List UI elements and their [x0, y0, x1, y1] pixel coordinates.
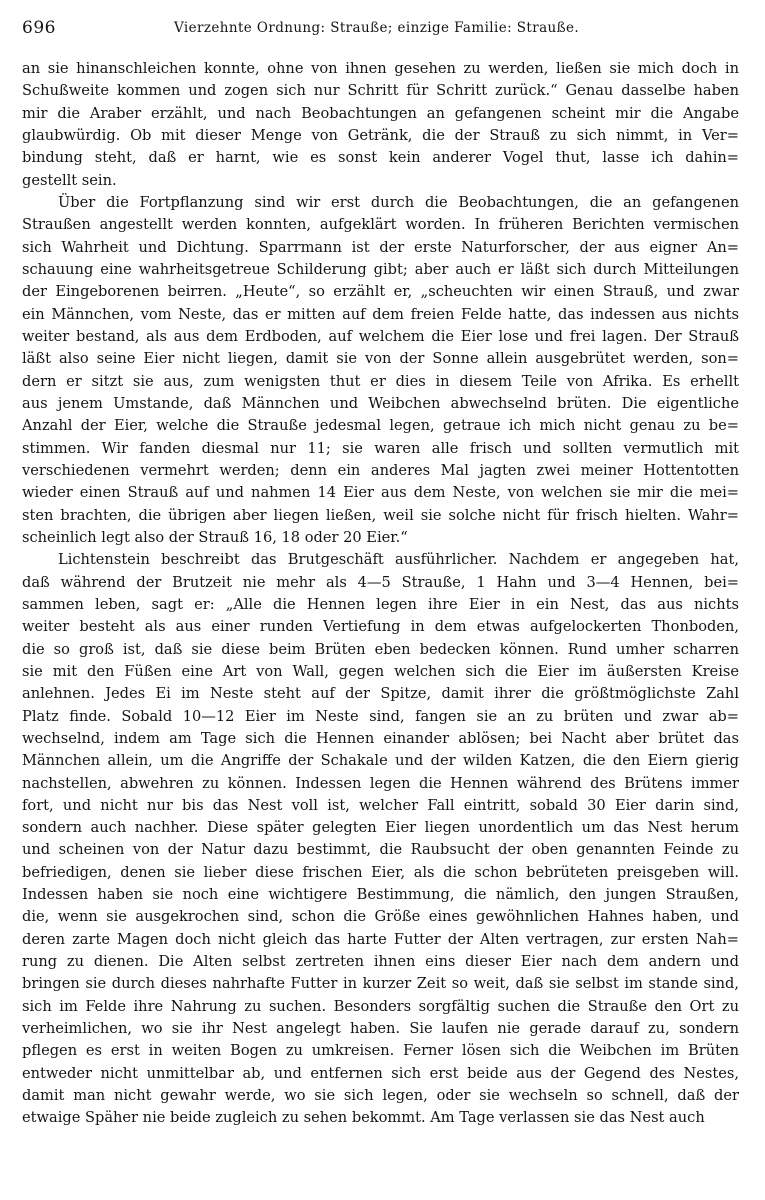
- text-line: wieder einen Strauß auf und nahmen 14 Eier aus dem Neste, von welchen sie mir die mei=: [22, 484, 739, 502]
- body-text: [22, 58, 739, 1130]
- text-line: die, wenn sie ausgekrochen sind, schon die Größe eines gewöhnlichen Hahnes haben, und: [22, 908, 739, 926]
- text-line: Platz finde. Sobald 10—12 Eier im Neste sind, fangen sie an zu brüten und zwar ab=: [22, 707, 739, 725]
- text-line: sie mit den Füßen eine Art von Wall, gegen welchen sich die Eier im äußersten Kreise: [22, 662, 739, 680]
- running-title: Vierzehnte Ordnung: Strauße; einzige Familie: Strauße.: [174, 20, 580, 36]
- text-line: etwaige Späher nie beide zugleich zu sehen bekommt. Am Tage verlassen sie das Nest auch: [22, 1109, 705, 1127]
- text-line: Lichtenstein beschreibt das Brutgeschäft ausführlicher. Nachdem er angegeben hat,: [58, 551, 739, 569]
- text-line: befriedigen, denen sie lieber diese frischen Eier, als die schon bebrüteten preisgeben will.: [22, 863, 739, 881]
- text-line: Anzahl der Eier, welche die Strauße jedesmal legen, getraue ich mich nicht genau zu be=: [22, 417, 739, 435]
- text-line: Über die Fortpflanzung sind wir erst durch die Beobachtungen, die an gefangenen: [58, 193, 739, 211]
- text-line: Straußen angestellt werden konnten, aufgeklärt worden. In früheren Berichten vermischen: [22, 216, 739, 234]
- paragraph: [22, 58, 739, 192]
- text-line: nachstellen, abwehren zu können. Indessen legen die Hennen während des Brütens immer: [22, 774, 739, 792]
- text-line: ein Männchen, vom Neste, das er mitten auf dem freien Felde hatte, das indessen aus nichts: [22, 305, 739, 323]
- text-line: aus jenem Umstande, daß Männchen und Weibchen abwechselnd brüten. Die eigentliche: [22, 394, 739, 412]
- text-line: anlehnen. Jedes Ei im Neste steht auf der Spitze, damit ihrer die größtmöglichste Zahl: [22, 685, 739, 703]
- text-line: sich Wahrheit und Dichtung. Sparrmann ist der erste Naturforscher, der aus eigner An=: [22, 238, 739, 256]
- text-line: Männchen allein, um die Angriffe der Schakale und der wilden Katzen, die den Eiern gierig: [22, 752, 739, 770]
- page-header: [22, 18, 737, 46]
- paragraph: [22, 192, 739, 549]
- text-line: die so groß ist, daß sie diese beim Brüten eben bedecken können. Rund umher scharren: [22, 640, 739, 658]
- text-line: sich im Felde ihre Nahrung zu suchen. Besonders sorgfältig suchen die Strauße den Ort zu: [22, 997, 739, 1015]
- text-line: bringen sie durch dieses nahrhafte Futter in kurzer Zeit so weit, daß sie selbst im stande sind,: [22, 975, 739, 993]
- text-line: Schußweite kommen und zogen sich nur Schritt für Schritt zurück.“ Genau dasselbe haben: [22, 82, 739, 100]
- text-line: scheinlich legt also der Strauß 16, 18 oder 20 Eier.“: [22, 528, 408, 546]
- text-line: wechselnd, indem am Tage sich die Hennen einander ablösen; bei Nacht aber brütet das: [22, 729, 739, 747]
- text-line: fort, und nicht nur bis das Nest voll ist, welcher Fall eintritt, sobald 30 Eier darin sind,: [22, 796, 739, 814]
- text-line: sondern auch nachher. Diese später gelegten Eier liegen unordentlich um das Nest herum: [22, 819, 739, 837]
- text-line: daß während der Brutzeit nie mehr als 4—5 Strauße, 1 Hahn und 3—4 Hennen, bei=: [22, 573, 739, 591]
- text-line: bindung steht, daß er harnt, wie es sonst kein anderer Vogel thut, lasse ich dahin=: [22, 149, 739, 167]
- text-line: rung zu dienen. Die Alten selbst zertreten ihnen eins dieser Eier nach dem andern und: [22, 953, 739, 971]
- text-line: sten brachten, die übrigen aber liegen ließen, weil sie solche nicht für frisch hielten. Wahr=: [22, 506, 739, 524]
- text-line: weiter bestand, als aus dem Erdboden, auf welchem die Eier lose und frei lagen. Der Strauß: [22, 327, 739, 345]
- text-line: dern er sitzt sie aus, zum wenigsten thut er dies in diesem Teile von Afrika. Es erhellt: [22, 372, 739, 390]
- text-line: weiter besteht als aus einer runden Vertiefung in dem etwas aufgelockerten Thonboden,: [22, 618, 739, 636]
- page-number: 696: [22, 18, 56, 38]
- text-line: Indessen haben sie noch eine wichtigere Bestimmung, die nämlich, den jungen Straußen,: [22, 886, 739, 904]
- text-line: verheimlichen, wo sie ihr Nest angelegt haben. Sie laufen nie gerade darauf zu, sondern: [22, 1020, 739, 1038]
- text-line: schauung eine wahrheitsgetreue Schilderung gibt; aber auch er läßt sich durch Mitteilungen: [22, 260, 739, 278]
- text-line: an sie hinanschleichen konnte, ohne von ihnen gesehen zu werden, ließen sie mich doch in: [22, 60, 739, 77]
- text-line: der Eingeborenen beirren. „Heute“, so erzählt er, „scheuchten wir einen Strauß, und zwar: [22, 283, 739, 301]
- text-line: deren zarte Magen doch nicht gleich das harte Futter der Alten vertragen, zur ersten Nah=: [22, 930, 739, 948]
- text-line: sammen leben, sagt er: „Alle die Hennen legen ihre Eier in ein Nest, das aus nichts: [22, 595, 739, 613]
- text-line: glaubwürdig. Ob mit dieser Menge von Getränk, die der Strauß zu sich nimmt, in Ver=: [22, 126, 739, 144]
- text-line: verschiedenen vermehrt werden; denn ein anderes Mal jagten zwei meiner Hottentotten: [22, 461, 739, 479]
- text-line: pflegen es erst in weiten Bogen zu umkreisen. Ferner lösen sich die Weibchen im Brüten: [22, 1042, 739, 1060]
- text-line: mir die Araber erzählt, und nach Beobachtungen an gefangenen scheint mir die Angabe: [22, 104, 739, 122]
- paragraph: [22, 549, 739, 1130]
- text-line: läßt also seine Eier nicht liegen, damit sie von der Sonne allein ausgebrütet werden, son=: [22, 350, 739, 368]
- text-line: entweder nicht unmittelbar ab, und entfernen sich erst beide aus der Gegend des Nestes,: [22, 1064, 739, 1082]
- text-line: gestellt sein.: [22, 171, 117, 189]
- text-line: und scheinen von der Natur dazu bestimmt, die Raubsucht der oben genannten Feinde zu: [22, 841, 739, 859]
- text-line: stimmen. Wir fanden diesmal nur 11; sie waren alle frisch und sollten vermutlich mit: [22, 439, 739, 457]
- text-line: damit man nicht gewahr werde, wo sie sich legen, oder sie wechseln so schnell, daß der: [22, 1087, 739, 1105]
